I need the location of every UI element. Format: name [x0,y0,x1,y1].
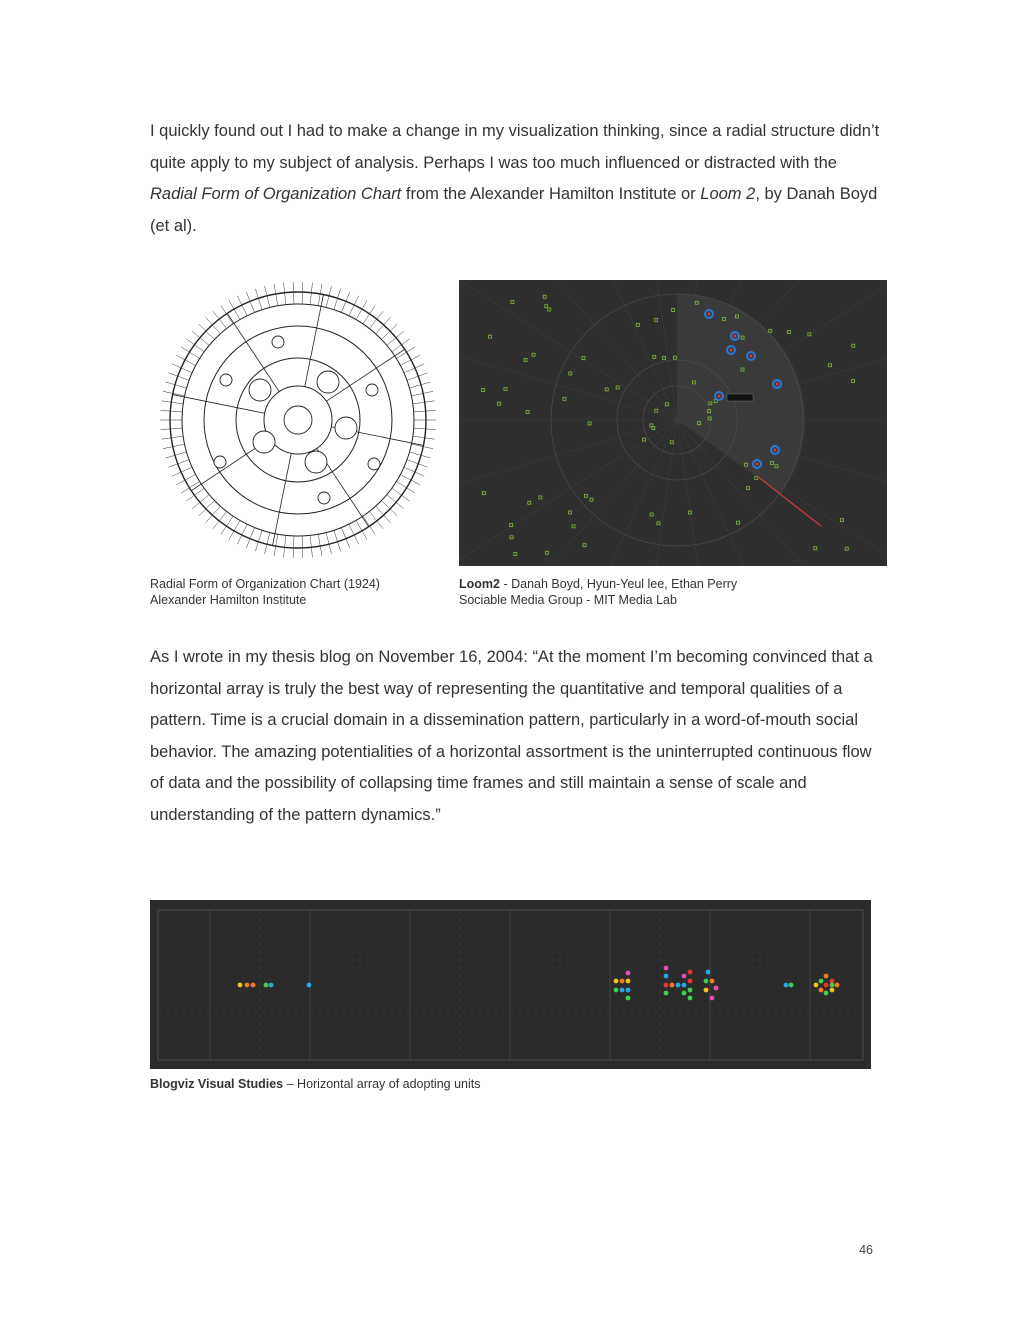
radial-fringe-line [310,535,312,557]
blogviz-dot [830,988,835,993]
radial-fringe-line [363,516,375,534]
blogviz-dot [626,988,631,993]
para1-emphasis-radial: Radial Form of Organization Chart [150,185,402,204]
loom-radial-line [467,420,677,566]
loom-green-node [569,372,572,375]
blogviz-dot [307,983,312,988]
blogviz-dot [245,983,250,988]
loom-green-node [545,305,548,308]
loom-red-core [718,395,721,398]
blogviz-dot [824,983,829,988]
loom-green-node [543,295,546,298]
blogviz-dot [704,988,709,993]
radial-node [366,384,378,396]
radial-node [214,456,226,468]
radial-fringe-line [318,284,322,306]
radial-spoke [273,453,292,545]
loom-radial-line [459,420,677,510]
blogviz-dot [664,966,669,971]
radial-node [272,336,284,348]
loom-green-node [584,494,587,497]
loom-red-core [756,463,759,466]
radial-fringe-line [229,300,240,319]
loom-red-core [750,355,753,358]
blogviz-dot [614,988,619,993]
radial-fringe-line [160,410,182,412]
blogviz-dot [664,983,669,988]
caption-loom2 [459,577,879,608]
para1-text-2: from the Alexander Hamilton Institute or [401,185,701,204]
caption-radial-line1: Radial Form of Organization Chart (1924) [150,577,380,591]
loom-green-node [526,410,529,413]
radial-fringe-line [392,488,410,501]
blogviz-dot [814,983,819,988]
page-number: 46 [859,1243,873,1257]
radial-fringe-line [186,488,204,501]
blogviz-dot [664,974,669,979]
radial-fringe-line [356,520,367,539]
loom-radial-line [459,330,677,420]
radial-fringe-line [274,284,278,306]
radial-fringe-line [310,283,312,305]
loom-green-node [510,536,513,539]
loom-red-core [730,349,733,352]
loom-radial-line [631,280,677,420]
radial-spoke [305,295,324,387]
radial-fringe-line [161,436,183,439]
loom-red-core [776,383,779,386]
blogviz-dot [688,996,693,1001]
radial-fringe-line [363,306,375,324]
loom-green-node [498,402,501,405]
loom-green-node [845,547,848,550]
loom-green-node [482,389,485,392]
loom2-visualization-image [459,280,887,566]
blogviz-dot [789,983,794,988]
loom-green-node [653,355,656,358]
loom-green-node [665,403,668,406]
radial-fringe-line [392,339,410,352]
radial-node [220,374,232,386]
loom-green-node [590,498,593,501]
blogviz-dot [835,983,840,988]
radial-fringe-line [414,410,436,412]
radial-fringe-line [414,428,436,430]
para1-text-3: , by Danah Boyd (et al). [150,185,878,235]
loom-green-node [563,397,566,400]
para1-emphasis-loom: Loom 2 [700,185,756,204]
radial-fringe-line [318,534,322,556]
loom-green-node [840,519,843,522]
radial-fringe-line [400,474,419,484]
radial-chart-drawing [150,278,438,566]
caption-radial-chart [150,577,450,608]
radial-fringe-line [221,306,233,324]
radial-fringe-line [396,481,415,493]
loom-radial-line [459,280,677,420]
blogviz-dot [819,988,824,993]
radial-fringe-line [221,516,233,534]
blogviz-dot [626,971,631,976]
loom-green-node [636,323,639,326]
loom-green-node [539,496,542,499]
loom-green-node [737,521,740,524]
loom-green-node [829,364,832,367]
blogviz-drawing [150,900,871,1069]
radial-fringe-line [369,511,383,528]
radial-fringe-line [284,535,286,557]
loom-green-node [528,501,531,504]
blogviz-dot [688,988,693,993]
loom-green-node [672,309,675,312]
loom-green-node [670,441,673,444]
loom-green-node [787,331,790,334]
radial-fringe-line [176,474,195,484]
radial-fringe-line [284,283,286,305]
loom-green-node [504,387,507,390]
radial-node [284,406,312,434]
blogviz-dot [682,974,687,979]
radial-org-chart-image [150,278,438,566]
loom2-drawing [459,280,887,566]
blogviz-dot [238,983,243,988]
loom-green-node [489,335,492,338]
blogviz-dot [710,996,715,1001]
blogviz-dot [676,983,681,988]
radial-node [318,492,330,504]
caption-loom-line2: Sociable Media Group - MIT Media Lab [459,592,677,607]
loom-green-node [569,511,572,514]
blogviz-dot [620,979,625,984]
loom-green-node [663,356,666,359]
body-paragraph-intro [150,116,880,242]
blogviz-dot [819,979,824,984]
radial-node [317,371,339,393]
blogviz-dot [714,986,719,991]
blogviz-dot [824,991,829,996]
blogviz-dot [264,983,269,988]
blogviz-dot [251,983,256,988]
radial-node [368,458,380,470]
radial-node [305,451,327,473]
loom-green-node [852,344,855,347]
blogviz-dot [688,970,693,975]
loom-radial-line [544,280,677,420]
loom-green-node [616,386,619,389]
radial-fringe-line [161,401,183,404]
caption-blogviz-rest: – Horizontal array of adopting units [283,1077,481,1091]
loom-red-core [734,335,737,338]
radial-fringe-line [302,536,303,558]
loom-green-node [655,318,658,321]
loom-red-link [757,476,821,526]
radial-fringe-line [293,282,294,304]
caption-loom-line1 [459,577,879,593]
radial-fringe-line [274,534,278,556]
radial-fringe-line [186,339,204,352]
para1-text-1: I quickly found out I had to make a change in my visualization thinking, since a radial structure didn’t quite apply to my subject of analysis. Perhaps I was too much influenced or distracted with the [150,122,880,172]
radial-fringe-line [181,347,200,359]
blogviz-dot [830,983,835,988]
loom-green-node [657,522,660,525]
loom-tooltip-box [727,394,753,401]
radial-spoke [227,313,279,391]
blogviz-dot [824,974,829,979]
radial-node [249,379,271,401]
blogviz-dot [688,979,693,984]
blogviz-dot [784,983,789,988]
caption-blogviz-bold: Blogviz Visual Studies [150,1077,284,1091]
caption-radial-line2: Alexander Hamilton Institute [150,592,307,607]
blogviz-dot [710,979,715,984]
loom-green-node [524,358,527,361]
blogviz-dot [682,983,687,988]
radial-fringe-line [293,536,294,558]
caption-blogviz [150,1077,870,1093]
loom-radial-line [459,420,677,566]
loom-green-node [746,487,749,490]
loom-green-node [548,308,551,311]
blogviz-dot [706,970,711,975]
radial-node [253,431,275,453]
loom-green-node [673,356,676,359]
radial-fringe-line [413,401,435,404]
radial-fringe-line [213,511,227,528]
loom-green-node [852,379,855,382]
blogviz-dot [670,983,675,988]
loom-green-node [532,353,535,356]
loom-green-node [583,544,586,547]
blogviz-dot [682,991,687,996]
radial-spoke [326,349,404,401]
blogviz-dot [664,991,669,996]
loom-red-core [708,313,711,316]
loom-green-node [769,329,772,332]
loom-green-node [482,492,485,495]
loom-green-node [545,551,548,554]
loom-green-node [814,547,817,550]
radial-fringe-line [400,355,419,365]
radial-fringe-line [302,282,303,304]
blogviz-dot [626,996,631,1001]
loom-green-node [572,525,575,528]
radial-fringe-line [160,428,182,430]
loom-green-node [511,300,514,303]
body-paragraph-quote: As I wrote in my thesis blog on November 16, 2004: “At the moment I’m becoming convinced that a horizontal array is truly the best way of representing the quantitative and temporal qualities of a pattern. Time is a crucial domain in a dissemination pattern, particularly in a word-of-mouth social behavior. The amazing potentialities of a horizontal assortment is the uninterrupted continuous flow of data and the possibility of collapsing time frames and still maintain a sense of scale and understanding of the pattern dynamics.” [150,648,873,824]
radial-fringe-line [213,311,227,328]
radial-node [335,417,357,439]
radial-fringe-line [229,520,240,539]
caption-loom-bold: Loom2 [459,577,500,591]
blogviz-dot [626,979,631,984]
loom-green-node [514,553,517,556]
loom-green-node [655,409,658,412]
radial-spoke [173,395,265,414]
radial-fringe-line [413,436,435,439]
radial-fringe-line [176,355,195,365]
blogviz-dot [620,988,625,993]
loom-green-node [650,513,653,516]
loom-green-node [605,388,608,391]
loom-red-core [774,449,777,452]
loom-green-node [588,422,591,425]
radial-fringe-line [369,311,383,328]
blogviz-horizontal-array-image [150,900,871,1069]
radial-fringe-line [356,300,367,319]
caption-loom-authors: - Danah Boyd, Hyun-Yeul lee, Ethan Perry [499,577,738,591]
blogviz-dot [704,979,709,984]
blogviz-dot [269,983,274,988]
blogviz-dot [614,979,619,984]
